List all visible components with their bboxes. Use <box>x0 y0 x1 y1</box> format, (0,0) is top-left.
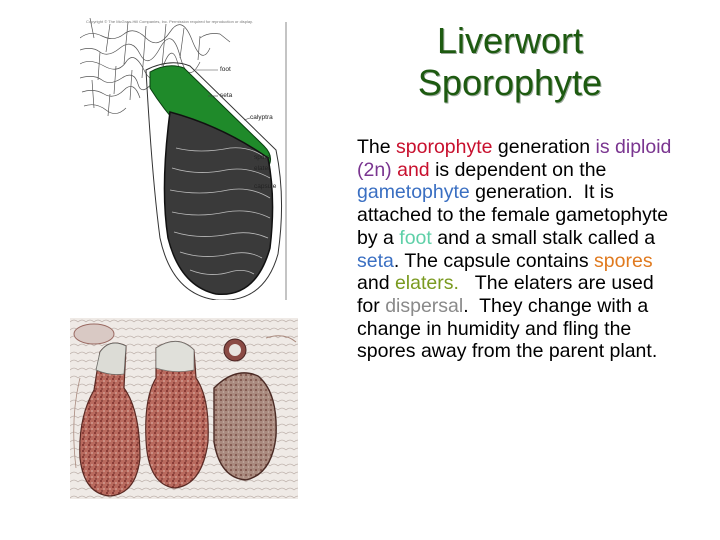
body-text-13: . The capsule contains <box>393 249 595 272</box>
label-foot: foot <box>220 66 231 73</box>
label-capsule: capsule <box>254 183 277 190</box>
title-line-2: Sporophyte <box>417 62 603 103</box>
body-text-17: The elaters are used for <box>357 272 660 317</box>
title-line-1: Liverwort <box>436 20 584 61</box>
body-text-7: is dependent on the <box>429 158 612 181</box>
term-dispersal: dispersal <box>385 294 464 317</box>
term-gametophyte: gametophyte <box>357 181 470 204</box>
body-text-1: The <box>357 136 397 158</box>
body-text-11: and a small stalk called a <box>431 226 661 249</box>
label-seta: seta <box>220 92 233 99</box>
term-seta: seta <box>357 249 394 272</box>
sporophyte-micrograph <box>70 318 298 499</box>
term-foot: foot <box>399 226 432 249</box>
body-text-3: generation <box>492 136 596 158</box>
copyright-notice: Copyright © The McGraw-Hill Companies, Inc. Permission required for reproduction or display. <box>86 19 253 24</box>
body-paragraph <box>357 136 677 363</box>
body-text-15: and <box>357 249 658 295</box>
term-elaters: elaters. <box>394 272 459 295</box>
label-spore: spore <box>254 154 271 161</box>
label-elater: elater <box>254 165 271 172</box>
term-sporophyte: sporophyte <box>396 136 493 158</box>
slide-title <box>380 20 640 104</box>
body-text-19: . They change with a change in humidity and fling the spores away from the parent plant. <box>357 294 658 363</box>
label-calyptra: calyptra <box>250 114 273 121</box>
term-and: and <box>397 158 430 181</box>
term-diploid: is diploid (2n) <box>357 136 677 181</box>
body-text-9: generation. It is attached to the female gametophyte by a <box>357 181 674 249</box>
term-spores: spores <box>594 249 653 272</box>
